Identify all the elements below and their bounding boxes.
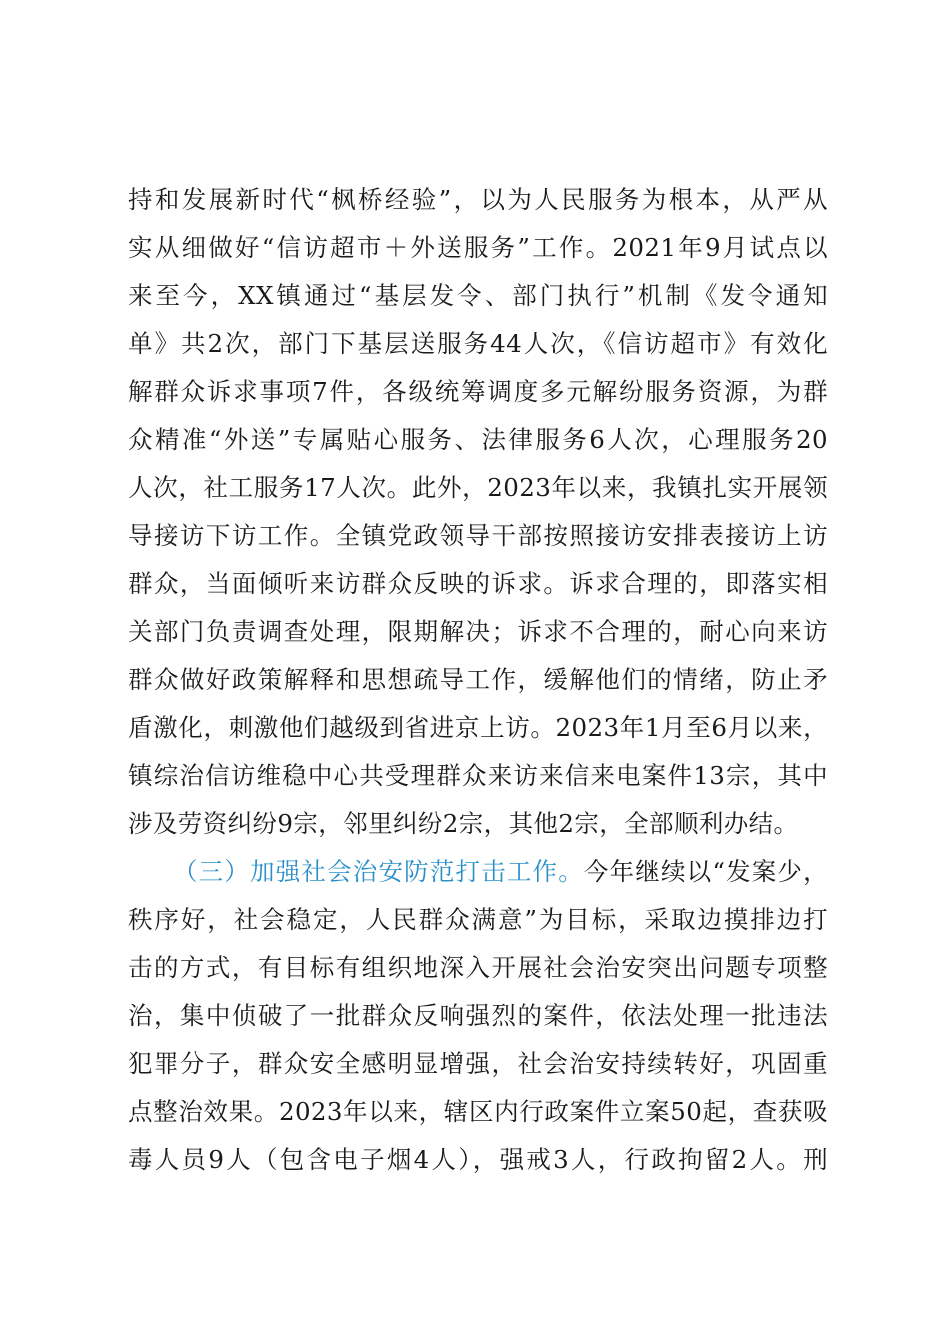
paragraph-line: 盾激化，刺激他们越级到省进京上访。2023年1月至6月以来， — [128, 713, 828, 742]
paragraph-line: 众精准“外送”专属贴心服务、法律服务6人次，心理服务20 — [128, 425, 828, 454]
paragraph-line: 犯罪分子，群众安全感明显增强，社会治安持续转好，巩固重 — [128, 1049, 828, 1078]
paragraph-text: 今年继续以“发案少， — [583, 857, 828, 886]
section-heading: （三）加强社会治安防范打击工作。 — [173, 857, 584, 886]
paragraph-line: 群众，当面倾听来访群众反映的诉求。诉求合理的，即落实相 — [128, 569, 828, 598]
paragraph-line: 毒人员9人（包含电子烟4人），强戒3人，行政拘留2人。刑 — [128, 1145, 828, 1174]
document-body — [128, 176, 828, 1184]
paragraph-line: 涉及劳资纠纷9宗，邻里纠纷2宗，其他2宗，全部顺利办结。 — [128, 809, 799, 838]
paragraph-line: 关部门负责调查处理，限期解决；诉求不合理的，耐心向来访 — [128, 617, 828, 646]
paragraph-line: 实从细做好“信访超市＋外送服务”工作。2021年9月试点以 — [128, 233, 828, 262]
paragraph-line: 击的方式，有目标有组织地深入开展社会治安突出问题专项整 — [128, 953, 828, 982]
section-heading-line — [128, 848, 828, 896]
paragraph-line: 人次，社工服务17人次。此外，2023年以来，我镇扎实开展领 — [128, 473, 828, 502]
paragraph-line: 单》共2次，部门下基层送服务44人次，《信访超市》有效化 — [128, 329, 828, 358]
paragraph-line: 解群众诉求事项7件，各级统筹调度多元解纷服务资源，为群 — [128, 377, 828, 406]
paragraph-line: 持和发展新时代“枫桥经验”，以为人民服务为根本，从严从 — [128, 185, 828, 214]
paragraph-line: 治，集中侦破了一批群众反响强烈的案件，依法处理一批违法 — [128, 1001, 828, 1030]
paragraph-line: 点整治效果。2023年以来，辖区内行政案件立案50起，查获吸 — [128, 1097, 828, 1126]
paragraph-line: 来至今，XX镇通过“基层发令、部门执行”机制《发令通知 — [128, 281, 828, 310]
paragraph-line: 秩序好，社会稳定，人民群众满意”为目标，采取边摸排边打 — [128, 905, 828, 934]
paragraph-line: 导接访下访工作。全镇党政领导干部按照接访安排表接访上访 — [128, 521, 828, 550]
paragraph-line: 镇综治信访维稳中心共受理群众来访来信来电案件13宗，其中 — [128, 761, 828, 790]
paragraph-line: 群众做好政策解释和思想疏导工作，缓解他们的情绪，防止矛 — [128, 665, 828, 694]
